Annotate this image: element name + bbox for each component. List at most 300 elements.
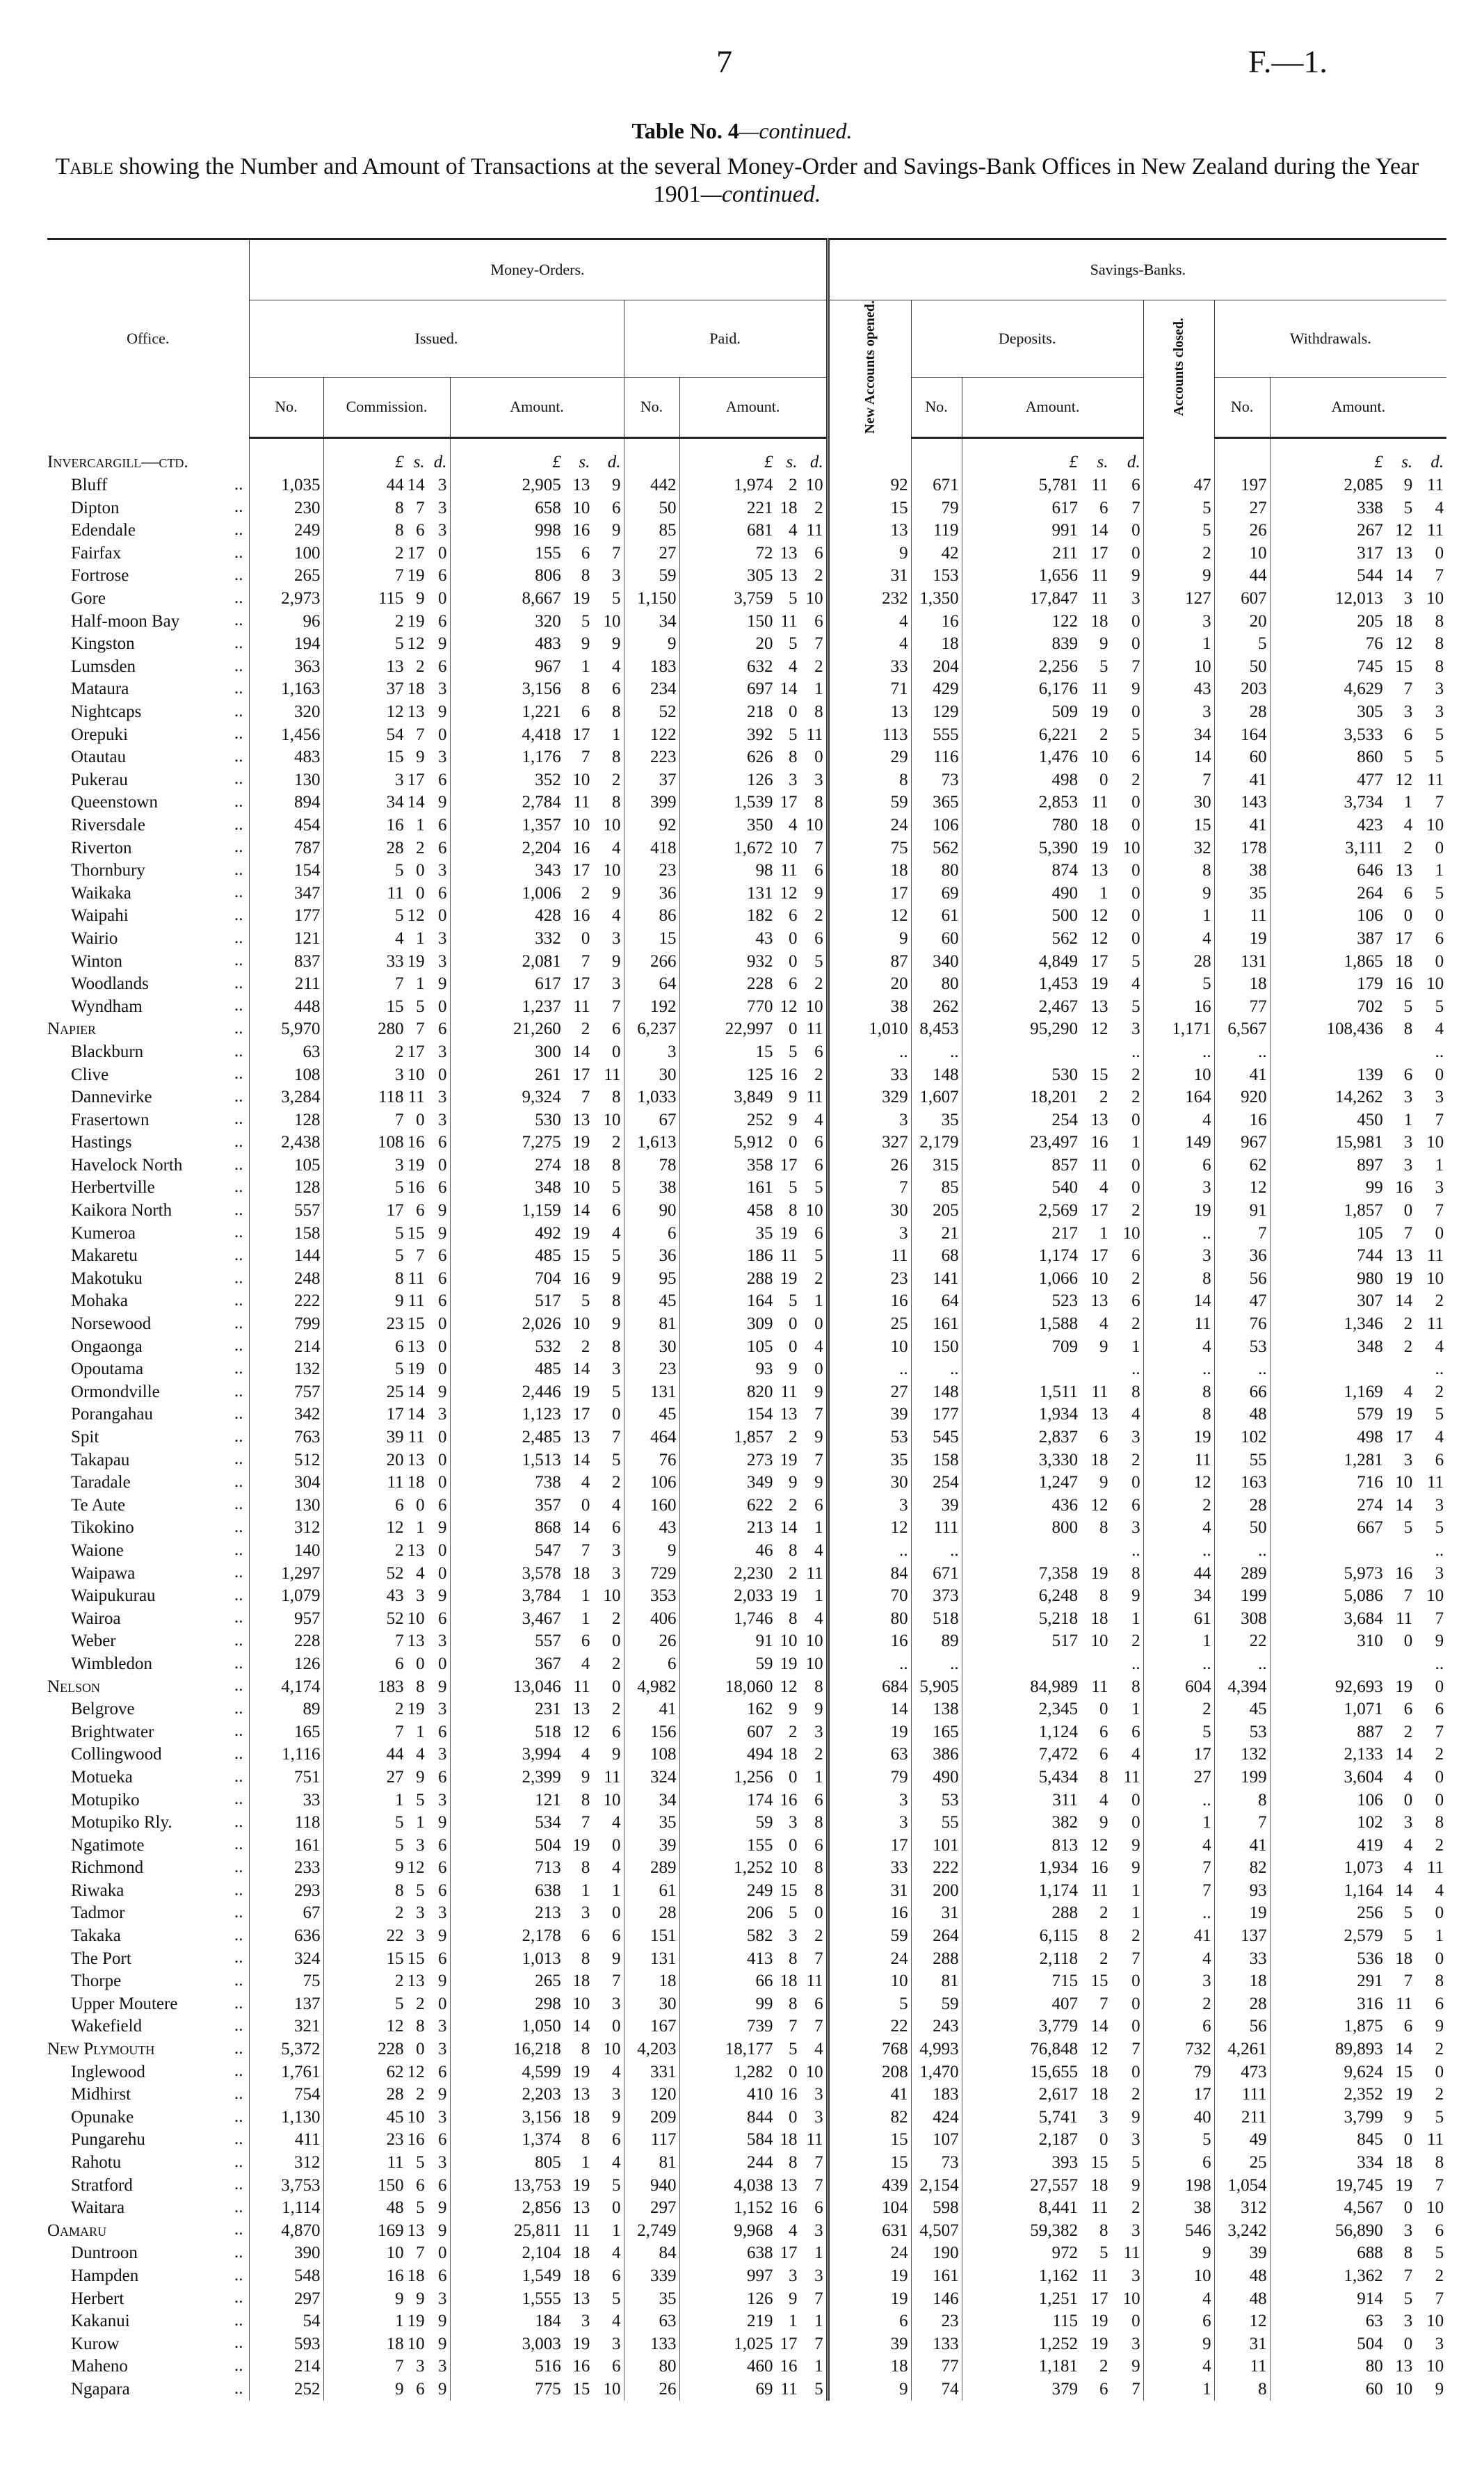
commission-shillings: 19 xyxy=(407,2312,425,2331)
paid-amount-shillings: 8 xyxy=(788,1949,798,1968)
paid-amount-pounds: 91 xyxy=(755,1631,773,1651)
withdrawals-amount-cell xyxy=(1270,2265,1446,2288)
paid-amount-pounds: 349 xyxy=(746,1473,773,1492)
commission-shillings: 8 xyxy=(416,2017,425,2036)
commission-cell xyxy=(323,633,450,656)
issued-amount-pence: 7 xyxy=(612,543,621,563)
withdrawals-no-cell: 56 xyxy=(1214,2015,1270,2038)
issued-no-cell: 222 xyxy=(249,1290,323,1313)
commission-pence: 3 xyxy=(438,2107,447,2127)
commission-pounds: 7 xyxy=(395,1110,404,1129)
paid-amount-pence: 4 xyxy=(814,1540,823,1560)
commission-pounds: 7 xyxy=(395,566,404,586)
paid-no-cell: 50 xyxy=(624,497,679,519)
paid-amount-pounds: 844 xyxy=(746,2107,773,2127)
withdrawals-amount-pounds: 1,857 xyxy=(1344,1201,1383,1220)
paid-no-cell: 23 xyxy=(624,860,679,883)
paid-amount-pence: 6 xyxy=(814,1994,823,2013)
withdrawals-amount-shillings: 18 xyxy=(1395,611,1413,631)
issued-amount-cell xyxy=(450,2242,624,2265)
withdrawals-no-cell: 25 xyxy=(1214,2152,1270,2175)
deposits-no-cell: 200 xyxy=(911,1880,962,1903)
table-row xyxy=(47,1857,1446,1880)
office-name xyxy=(47,1426,249,1449)
deposits-no-cell: 4,507 xyxy=(911,2219,962,2242)
paid-amount-pounds: 607 xyxy=(746,1722,773,1741)
issued-amount-shillings: 7 xyxy=(581,1540,590,1560)
dot-leader: .. xyxy=(234,2061,243,2081)
office-label: Kingston xyxy=(71,634,135,654)
deposits-amount-shillings: 11 xyxy=(1091,589,1108,609)
office-label: Riversdale xyxy=(71,815,145,835)
commission-pounds: 9 xyxy=(395,2289,404,2308)
issued-amount-pence: 5 xyxy=(612,1382,621,1401)
paid-amount-pence: 1 xyxy=(814,1518,823,1538)
commission-cell xyxy=(323,1426,450,1449)
deposits-amount-shillings: 19 xyxy=(1090,2334,1108,2353)
issued-amount-pounds: 348 xyxy=(535,1178,561,1198)
deposits-no-cell: 111 xyxy=(911,1517,962,1540)
withdrawals-amount-shillings: 12 xyxy=(1395,770,1413,789)
withdrawals-no-cell: 473 xyxy=(1214,2061,1270,2084)
accounts-closed-cell: 47 xyxy=(1143,474,1214,497)
commission-pounds: 7 xyxy=(395,1722,404,1741)
withdrawals-no-cell: 197 xyxy=(1214,474,1270,497)
withdrawals-amount-cell xyxy=(1270,1177,1446,1200)
deposits-no-cell: 555 xyxy=(911,723,962,746)
withdrawals-amount-pence: 4 xyxy=(1435,498,1444,517)
issued-amount-shillings: 18 xyxy=(572,1563,590,1583)
withdrawals-amount-pounds: 3,111 xyxy=(1345,838,1383,857)
accounts-closed-cell: 28 xyxy=(1143,950,1214,973)
section-row xyxy=(47,1675,1446,1698)
paid-amount-cell xyxy=(679,438,828,474)
deposits-no-cell: 89 xyxy=(911,1630,962,1653)
header-new-accounts: New Accounts opened. xyxy=(828,300,911,438)
paid-amount-pence: 3 xyxy=(814,770,823,789)
withdrawals-amount-shillings: 15 xyxy=(1395,656,1413,676)
paid-amount-pence: 7 xyxy=(814,2334,823,2353)
commission-pence: 9 xyxy=(438,2221,447,2240)
table-row xyxy=(47,1426,1446,1449)
issued-no-cell: 33 xyxy=(249,1789,323,1812)
commission-cell xyxy=(323,1585,450,1608)
issued-no-cell: 177 xyxy=(249,905,323,928)
issued-amount-pence: 7 xyxy=(612,1428,621,1446)
paid-amount-cell xyxy=(679,1018,828,1041)
paid-amount-pounds: 626 xyxy=(746,748,773,767)
withdrawals-amount-pounds: 1,164 xyxy=(1344,1880,1383,1900)
withdrawals-amount-pence: 0 xyxy=(1435,1677,1444,1696)
issued-amount-pence: 8 xyxy=(612,702,621,721)
deposits-no-cell: 373 xyxy=(911,1585,962,1608)
issued-amount-pounds: 617 xyxy=(535,974,561,994)
paid-no-cell: 324 xyxy=(624,1766,679,1789)
deposits-amount-pounds: 523 xyxy=(1051,1291,1078,1311)
commission-pounds: 22 xyxy=(386,1926,404,1946)
issued-amount-cell xyxy=(450,474,624,497)
paid-amount-pounds: 681 xyxy=(746,521,773,540)
deposits-amount-pence: 9 xyxy=(1131,679,1140,699)
deposits-amount-pence: 0 xyxy=(1131,1110,1140,1129)
commission-shillings: 19 xyxy=(407,1700,425,1719)
new-accounts-cell: 3 xyxy=(828,1789,911,1812)
withdrawals-amount-cell xyxy=(1270,1335,1446,1358)
issued-amount-pence: 4 xyxy=(612,1495,621,1515)
commission-pence: 9 xyxy=(438,974,447,994)
issued-amount-shillings: 0 xyxy=(581,1495,590,1515)
issued-amount-shillings: 8 xyxy=(581,679,590,699)
withdrawals-no-cell: 22 xyxy=(1214,1630,1270,1653)
commission-pounds: 17 xyxy=(386,1201,404,1220)
commission-cell xyxy=(323,678,450,701)
issued-amount-pence: 4 xyxy=(612,838,621,857)
deposits-amount-shillings: 13 xyxy=(1090,1110,1108,1129)
paid-amount-shillings: 2 xyxy=(788,1563,798,1583)
deposits-amount-pence: 6 xyxy=(1131,1291,1140,1311)
commission-pence: 9 xyxy=(438,2312,447,2331)
accounts-closed-cell: 9 xyxy=(1143,565,1214,588)
office-label: Herbert xyxy=(71,2289,124,2308)
issued-no-cell: 787 xyxy=(249,837,323,860)
issued-no-cell: 2,973 xyxy=(249,588,323,611)
new-accounts-cell: 26 xyxy=(828,1154,911,1177)
deposits-amount-shillings: 19 xyxy=(1090,1563,1108,1583)
issued-amount-pounds: 518 xyxy=(535,1722,561,1741)
deposits-no-cell: 205 xyxy=(911,1200,962,1223)
withdrawals-amount-shillings: 2 xyxy=(1403,1337,1413,1356)
deposits-amount-pence: 11 xyxy=(1123,2243,1140,2263)
deposits-no-cell: 80 xyxy=(911,860,962,883)
withdrawals-amount-shillings: 13 xyxy=(1395,543,1413,563)
withdrawals-amount-shillings: 0 xyxy=(1403,1790,1413,1810)
commission-pence: 3 xyxy=(438,1790,447,1810)
accounts-closed-cell: 11 xyxy=(1143,1449,1214,1472)
office-label: Woodlands xyxy=(71,974,149,994)
deposits-amount-shillings: 12 xyxy=(1090,2040,1108,2059)
deposits-amount-cell xyxy=(962,678,1143,701)
commission-cell xyxy=(323,1449,450,1472)
paid-amount-cell xyxy=(679,1812,828,1835)
paid-amount-pounds: 35 xyxy=(755,1223,773,1243)
issued-amount-pence: 6 xyxy=(612,1201,621,1220)
paid-amount-shillings: 0 xyxy=(788,2107,798,2127)
paid-amount-pence: 3 xyxy=(814,2266,823,2285)
table-row xyxy=(47,814,1446,837)
paid-amount-shillings: 17 xyxy=(780,2334,798,2353)
issued-amount-pounds: 184 xyxy=(535,2312,561,2331)
issued-amount-pence: 0 xyxy=(612,1631,621,1651)
commission-cell xyxy=(323,1335,450,1358)
office-label: Waitara xyxy=(71,2198,125,2218)
withdrawals-amount-pence: 3 xyxy=(1435,679,1444,699)
table-row xyxy=(47,1154,1446,1177)
deposits-amount-pence: 2 xyxy=(1131,2085,1140,2104)
paid-amount-shillings: 7 xyxy=(788,2017,798,2036)
commission-pounds: 28 xyxy=(386,838,404,857)
deposits-amount-cell xyxy=(962,1812,1143,1835)
deposits-no-cell: 42 xyxy=(911,542,962,565)
issued-amount-shillings: 4 xyxy=(581,1745,590,1764)
office-label: Waipahi xyxy=(71,906,129,926)
issued-no-cell: 321 xyxy=(249,2015,323,2038)
office-label: Motueka xyxy=(71,1767,133,1787)
new-accounts-cell: 87 xyxy=(828,950,911,973)
commission-pence: 9 xyxy=(438,1586,447,1606)
section-row xyxy=(47,2219,1446,2242)
deposits-no-cell: 79 xyxy=(911,497,962,519)
deposits-amount-pounds: 1,174 xyxy=(1038,1246,1078,1266)
office-name xyxy=(47,588,249,611)
commission-pounds: 11 xyxy=(387,883,404,903)
deposits-amount-shillings: 4 xyxy=(1099,1178,1108,1198)
withdrawals-amount-pounds: 1,875 xyxy=(1344,2017,1383,2036)
commission-shillings: 10 xyxy=(407,2107,425,2127)
deposits-amount-pounds: 5,390 xyxy=(1038,838,1078,857)
withdrawals-amount-cell xyxy=(1270,814,1446,837)
new-accounts-cell: 631 xyxy=(828,2219,911,2242)
paid-no-cell: 30 xyxy=(624,1993,679,2016)
issued-amount-cell xyxy=(450,2197,624,2220)
deposits-no-cell: 73 xyxy=(911,2152,962,2175)
office-label: Duntroon xyxy=(71,2243,138,2263)
paid-amount-shillings: 11 xyxy=(780,1246,798,1266)
withdrawals-no-cell: 19 xyxy=(1214,928,1270,951)
issued-amount-pounds: 3,156 xyxy=(522,679,561,699)
table-row xyxy=(47,1403,1446,1426)
withdrawals-amount-pence: 0 xyxy=(1435,906,1444,926)
office-name xyxy=(47,497,249,519)
commission-pence: 6 xyxy=(438,1767,447,1787)
commission-shillings: 9 xyxy=(416,748,425,767)
dot-leader: .. xyxy=(234,542,243,562)
withdrawals-amount-cell xyxy=(1270,588,1446,611)
deposits-amount-cell xyxy=(962,542,1143,565)
table-row xyxy=(47,1131,1446,1154)
withdrawals-no-cell: 289 xyxy=(1214,1562,1270,1585)
paid-amount-shillings: 18 xyxy=(780,2130,798,2150)
dot-leader: .. xyxy=(234,2220,243,2239)
issued-amount-cell xyxy=(450,1403,624,1426)
issued-amount-shillings: 13 xyxy=(572,1428,590,1446)
commission-pounds: 150 xyxy=(378,2175,404,2195)
issued-amount-pounds: 357 xyxy=(535,1495,561,1515)
deposits-no-cell: 148 xyxy=(911,1063,962,1086)
withdrawals-amount-pounds: 267 xyxy=(1357,521,1383,540)
withdrawals-amount-pence: 3 xyxy=(1435,1495,1444,1515)
new-accounts-cell: 4 xyxy=(828,633,911,656)
accounts-closed-cell: 5 xyxy=(1143,1720,1214,1743)
deposits-amount-pounds: 5,218 xyxy=(1038,1609,1078,1628)
dot-leader: .. xyxy=(234,2265,243,2284)
deposits-amount-pounds: 5,741 xyxy=(1038,2107,1078,2127)
new-accounts-cell: 23 xyxy=(828,1268,911,1291)
withdrawals-amount-pence: 1 xyxy=(1435,861,1444,880)
deposits-no-cell: 1,470 xyxy=(911,2061,962,2084)
deposits-amount-pence: 0 xyxy=(1131,543,1140,563)
commission-pence: 9 xyxy=(438,2334,447,2353)
paid-no-cell: 84 xyxy=(624,2242,679,2265)
issued-no-cell: 1,079 xyxy=(249,1585,323,1608)
new-accounts-cell: 39 xyxy=(828,1403,911,1426)
withdrawals-amount-pence: 11 xyxy=(1427,1858,1444,1878)
commission-cell xyxy=(323,519,450,542)
paid-amount-pence: 1 xyxy=(814,1767,823,1787)
paid-amount-pence: 2 xyxy=(814,566,823,586)
office-name xyxy=(47,678,249,701)
issued-amount-cell xyxy=(450,1472,624,1494)
deposits-amount-shillings: 8 xyxy=(1099,1926,1108,1946)
withdrawals-amount-pence: 5 xyxy=(1435,997,1444,1016)
paid-no-cell: 266 xyxy=(624,950,679,973)
deposits-amount-pence: 10 xyxy=(1122,1223,1140,1243)
withdrawals-no-cell: 55 xyxy=(1214,1449,1270,1472)
paid-no-cell: 61 xyxy=(624,1880,679,1903)
office-label: Pukerau xyxy=(71,770,128,789)
new-accounts-cell: 9 xyxy=(828,2378,911,2401)
issued-amount-pounds: 332 xyxy=(535,928,561,948)
deposits-amount-pounds: 6,115 xyxy=(1039,1926,1078,1946)
unit-shillings: s. xyxy=(786,453,798,472)
deposits-no-cell: 158 xyxy=(911,1449,962,1472)
issued-amount-shillings: 8 xyxy=(581,1790,590,1810)
commission-shillings: 11 xyxy=(408,1088,425,1107)
withdrawals-no-cell: 41 xyxy=(1214,1063,1270,1086)
paid-amount-shillings: 16 xyxy=(780,2085,798,2104)
table-row xyxy=(47,2129,1446,2152)
office-label: Kakanui xyxy=(71,2312,130,2331)
withdrawals-no-cell: 920 xyxy=(1214,1086,1270,1109)
table-row xyxy=(47,723,1446,746)
new-accounts-cell: 19 xyxy=(828,2287,911,2310)
paid-amount-shillings: 13 xyxy=(780,543,798,563)
withdrawals-amount-shillings: 18 xyxy=(1395,1949,1413,1968)
commission-shillings: 10 xyxy=(407,2334,425,2353)
commission-pence: 0 xyxy=(438,1155,447,1175)
withdrawals-amount-shillings: 0 xyxy=(1403,2198,1413,2218)
issued-amount-cell xyxy=(450,928,624,951)
deposits-amount-pounds: 2,467 xyxy=(1038,997,1078,1016)
paid-amount-shillings: 0 xyxy=(788,1835,798,1855)
withdrawals-amount-pence: 2 xyxy=(1435,2040,1444,2059)
withdrawals-amount-shillings: 11 xyxy=(1396,1609,1413,1628)
accounts-closed-cell: 5 xyxy=(1143,519,1214,542)
deposits-no-cell: 8,453 xyxy=(911,1018,962,1041)
commission-shillings: 8 xyxy=(416,1677,425,1696)
new-accounts-cell: 12 xyxy=(828,905,911,928)
paid-no-cell: 156 xyxy=(624,1720,679,1743)
paid-amount-cell xyxy=(679,1494,828,1517)
deposits-no-cell: 161 xyxy=(911,2265,962,2288)
issued-amount-cell xyxy=(450,1177,624,1200)
office-label: The Port xyxy=(71,1949,131,1968)
withdrawals-amount-pounds: 305 xyxy=(1357,702,1383,721)
issued-amount-pounds: 534 xyxy=(535,1813,561,1832)
unit-pence: d. xyxy=(1430,453,1444,472)
paid-amount-pence: 7 xyxy=(814,2153,823,2172)
commission-pounds: 5 xyxy=(395,1813,404,1832)
commission-cell xyxy=(323,814,450,837)
page-number: 7 xyxy=(716,44,732,79)
deposits-amount-pounds: 59,382 xyxy=(1030,2221,1078,2240)
office-name xyxy=(47,905,249,928)
paid-amount-shillings: 5 xyxy=(788,634,798,654)
accounts-closed-cell: 10 xyxy=(1143,656,1214,679)
commission-pounds: 37 xyxy=(386,679,404,699)
issued-amount-cell xyxy=(450,1766,624,1789)
withdrawals-no-cell: 18 xyxy=(1214,973,1270,996)
office-name xyxy=(47,2174,249,2197)
commission-shillings: 19 xyxy=(407,1155,425,1175)
accounts-closed-cell: 6 xyxy=(1143,2152,1214,2175)
deposits-no-cell: 53 xyxy=(911,1789,962,1812)
deposits-amount-cell xyxy=(962,882,1143,905)
dot-leader: .. xyxy=(234,611,243,630)
new-accounts-cell: 27 xyxy=(828,1381,911,1404)
deposits-amount-pence: 4 xyxy=(1131,1405,1140,1424)
withdrawals-amount-shillings: 4 xyxy=(1403,1767,1413,1787)
commission-shillings: 0 xyxy=(416,883,425,903)
deposits-no-cell: 254 xyxy=(911,1472,962,1494)
issued-no-cell: 320 xyxy=(249,701,323,724)
deposits-amount-pence: 8 xyxy=(1131,1382,1140,1401)
withdrawals-no-cell: 308 xyxy=(1214,1607,1270,1630)
withdrawals-amount-pounds: 1,071 xyxy=(1344,1700,1383,1719)
withdrawals-amount-pence: 2 xyxy=(1435,2085,1444,2104)
paid-no-cell: 297 xyxy=(624,2197,679,2220)
withdrawals-amount-pence: 0 xyxy=(1435,1949,1444,1968)
deposits-amount-pounds: 530 xyxy=(1051,1065,1078,1084)
withdrawals-amount-cell xyxy=(1270,1245,1446,1268)
commission-shillings: 15 xyxy=(407,1314,425,1334)
deposits-amount-shillings: 17 xyxy=(1090,951,1108,971)
accounts-closed-cell: 5 xyxy=(1143,973,1214,996)
deposits-amount-shillings: 0 xyxy=(1099,1700,1108,1719)
paid-no-cell: 940 xyxy=(624,2174,679,2197)
commission-pence: 9 xyxy=(438,1201,447,1220)
issued-no-cell: 214 xyxy=(249,2355,323,2378)
paid-no-cell: 9 xyxy=(624,1540,679,1563)
withdrawals-amount-pence: 5 xyxy=(1435,748,1444,767)
commission-cell xyxy=(323,1177,450,1200)
issued-amount-pence: 9 xyxy=(612,883,621,903)
deposits-amount-cell xyxy=(962,814,1143,837)
issued-amount-shillings: 18 xyxy=(572,2266,590,2285)
table-row xyxy=(47,882,1446,905)
commission-pounds: 15 xyxy=(386,748,404,767)
commission-cell xyxy=(323,1925,450,1948)
paid-amount-pence: 11 xyxy=(806,2130,823,2150)
paid-amount-cell xyxy=(679,678,828,701)
withdrawals-amount-cell: .. xyxy=(1270,1358,1446,1381)
paid-amount-pence: 7 xyxy=(814,2289,823,2308)
issued-amount-shillings: 17 xyxy=(572,974,590,994)
new-accounts-cell: 9 xyxy=(828,542,911,565)
issued-amount-shillings: 14 xyxy=(572,2017,590,2036)
dot-leader: .. xyxy=(234,973,243,992)
deposits-amount-shillings: 6 xyxy=(1099,1745,1108,1764)
commission-shillings: 6 xyxy=(416,2379,425,2399)
paid-amount-shillings: 11 xyxy=(780,2379,798,2399)
issued-amount-cell xyxy=(450,1109,624,1131)
office-name xyxy=(47,973,249,996)
deposits-no-cell: 60 xyxy=(911,928,962,951)
deposits-amount-pence: 1 xyxy=(1131,1337,1140,1356)
deposits-amount-pounds: 780 xyxy=(1051,815,1078,835)
office-label: Norsewood xyxy=(71,1314,152,1334)
commission-shillings: 12 xyxy=(407,2062,425,2081)
issued-amount-shillings: 15 xyxy=(572,1246,590,1266)
